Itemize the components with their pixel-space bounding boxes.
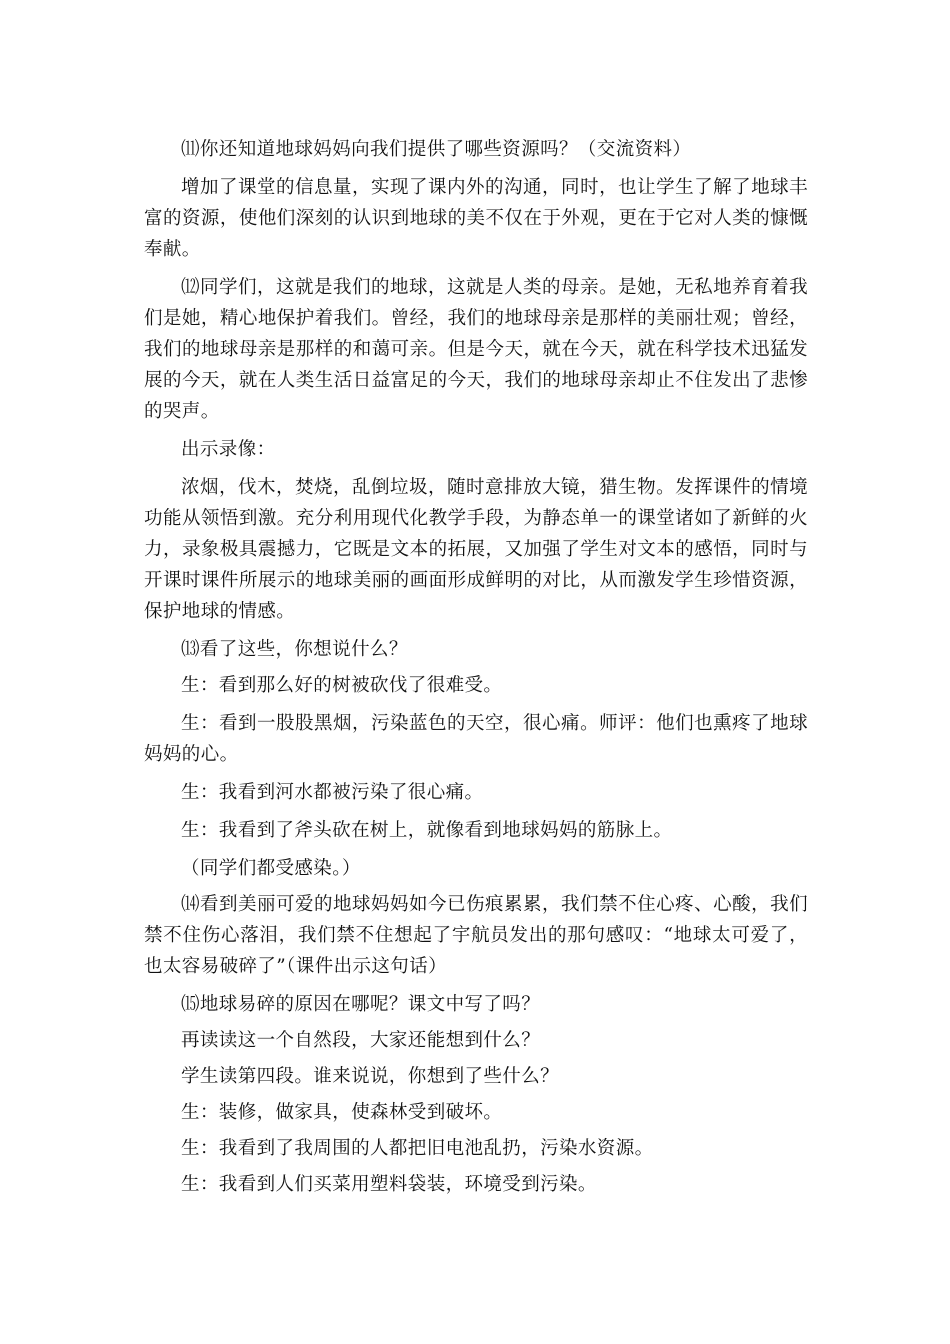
paragraph-11-question: ⑾你还知道地球妈妈向我们提供了哪些资源吗？（交流资料） [181,139,692,160]
reread-prompt: 再读读这一个自然段，大家还能想到什么？ [181,1030,541,1051]
class-reaction: （同学们都受感染。） [181,858,361,879]
paragraph-14-narration: ⒁看到美丽可爱的地球妈妈如今已伤痕累累，我们禁不住心疼、心酸，我们禁不住伤心落泪，我们禁不住想起了宇航员发出的那句感叹：“地球太可爱了，也太容易破碎了”（课件出示这句话） [144,894,808,977]
student-answer-6: 生：我看到了我周围的人都把旧电池乱扔，污染水资源。 [181,1138,654,1159]
paragraph-12-narration: ⑿同学们，这就是我们的地球，这就是人类的母亲。是她，无私地养育着我们是她，精心地保护着我们。曾经，我们的地球母亲是那样的美丽壮观；曾经，我们的地球母亲是那样的和蔼可亲。但是今天，就在今天，就在科学技术迅猛发展的今天，就在人类生活日益富足的今天，我们的地球母亲却止不住发出了悲惨的哭声。 [144,277,808,422]
student-answer-2: 生：看到一股股黑烟，污染蓝色的天空，很心痛。师评：他们也熏疼了地球妈妈的心。 [144,713,808,765]
student-answer-3: 生：我看到河水都被污染了很心痛。 [181,782,484,803]
paragraph-show-video: 出示录像： [181,439,276,460]
student-answer-7: 生：我看到人们买菜用塑料袋装，环境受到污染。 [181,1174,597,1195]
student-answer-1: 生：看到那么好的树被砍伐了很难受。 [181,675,503,696]
reading-instruction: 学生读第四段。谁来说说，你想到了些什么？ [181,1066,560,1087]
paragraph-video-commentary: 浓烟，伐木，焚烧，乱倒垃圾，随时意排放大镜，猎生物。发挥课件的情境功能从领悟到激。充分利用现代化教学手段，为静态单一的课堂诸如了新鲜的火力，录象极具震撼力，它既是文本的拓展，又加强了学生对文本的感悟，同时与开课时课件所展示的地球美丽的画面形成鲜明的对比，从而激发学生珍惜资源，保护地球的情感。 [144,477,808,622]
paragraph-13-question: ⒀看了这些，你想说什么？ [181,639,408,660]
student-answer-5: 生：装修，做家具，使森林受到破坏。 [181,1102,503,1123]
student-answer-4: 生：我看到了斧头砍在树上，就像看到地球妈妈的筋脉上。 [181,820,673,841]
document-body [144,134,808,1205]
paragraph-15-question: ⒂地球易碎的原因在哪呢？课文中写了吗？ [181,994,541,1015]
paragraph-11-commentary: 增加了课堂的信息量，实现了课内外的沟通，同时，也让学生了解了地球丰富的资源，使他们深刻的认识到地球的美不仅在于外观，更在于它对人类的慷慨奉献。 [144,177,808,260]
